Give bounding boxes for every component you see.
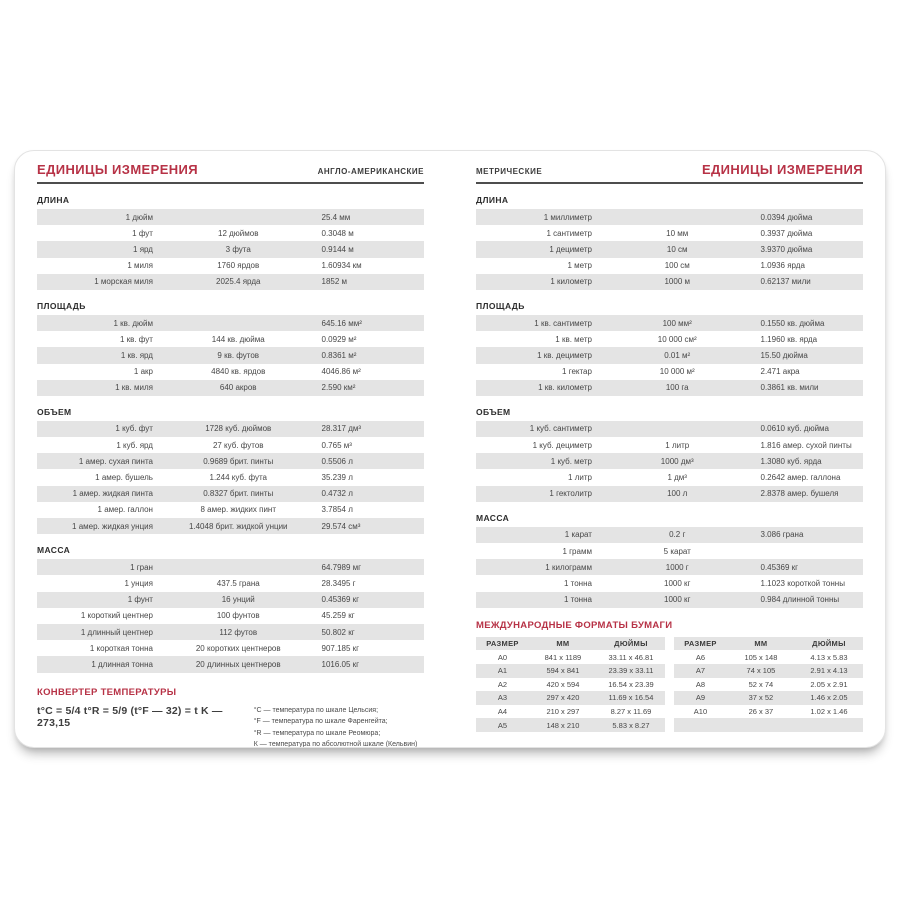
cell-unit: 1 амер. жидкая унция: [72, 521, 153, 531]
table-row: [476, 364, 863, 380]
temperature-formula: t°C = 5/4 t°R = 5/9 (t°F — 32) = t K — 273,15: [37, 704, 223, 729]
table-row: [476, 469, 863, 485]
cell-unit: 1 кв. ярд: [120, 350, 153, 360]
cell-equivalent: 20 коротких центнеров: [195, 643, 281, 653]
paper-cell-mm: 841 x 1189: [544, 652, 582, 662]
cell-equivalent: 10 мм: [666, 228, 689, 238]
paper-column-header: ММ: [754, 639, 768, 649]
cell-equivalent: 0.2 г: [669, 530, 686, 540]
table-row: [37, 225, 424, 241]
page-subtitle: АНГЛО-АМЕРИКАНСКИЕ: [317, 167, 424, 176]
cell-unit: 1 куб. дециметр: [532, 440, 592, 450]
cell-equivalent: 10 000 см²: [657, 334, 697, 344]
cell-unit: 1 амер. жидкая пинта: [72, 489, 153, 499]
page-subtitle: МЕТРИЧЕСКИЕ: [476, 167, 543, 176]
cell-unit: 1 фут: [132, 228, 153, 238]
paper-cell-inches: 11.69 x 16.54: [608, 693, 654, 703]
cell-unit: 1 амер. сухая пинта: [78, 456, 153, 466]
paper-cell-size: A9: [695, 693, 706, 703]
cell-equivalent: 100 см: [664, 261, 690, 271]
cell-unit: 1 длинный центнер: [80, 627, 153, 637]
table-row: [37, 453, 424, 469]
cell-value: 35.239 л: [321, 473, 353, 483]
table-row: [37, 575, 424, 591]
cell-unit: 1 кв. дюйм: [113, 318, 153, 328]
paper-table-row: [476, 678, 665, 692]
cell-value: 0.2642 амер. галлона: [760, 473, 841, 483]
paper-table-row: [476, 691, 665, 705]
paper-cell-inches: 1.46 x 2.05: [810, 693, 848, 703]
cell-value: 0.5506 л: [321, 456, 353, 466]
unit-section: [37, 545, 424, 672]
page-title: ЕДИНИЦЫ ИЗМЕРЕНИЯ: [37, 162, 199, 177]
cell-unit: 1 кв. сантиметр: [534, 318, 592, 328]
cell-unit: 1 акр: [133, 367, 153, 377]
paper-cell-size: A0: [497, 652, 508, 662]
paper-cell-size: A3: [497, 693, 508, 703]
cell-equivalent: 4840 кв. ярдов: [211, 367, 266, 377]
cell-equivalent: 100 л: [667, 489, 688, 499]
paper-table-row: [674, 664, 863, 678]
paper-cell-size: A4: [497, 707, 508, 717]
unit-sections-right: [476, 195, 863, 608]
table-row: [37, 656, 424, 672]
paper-header-row: [674, 637, 863, 651]
table-row: [37, 364, 424, 380]
cell-value: 28.3495 г: [321, 578, 356, 588]
cell-equivalent: 5 карат: [663, 546, 691, 556]
cell-value: 0.1550 кв. дюйма: [760, 318, 825, 328]
cell-value: 0.8361 м²: [321, 350, 357, 360]
table-row: [37, 502, 424, 518]
paper-cell-inches: 33.11 x 46.81: [608, 652, 654, 662]
table-row: [476, 527, 863, 543]
cell-unit: 1 миля: [127, 261, 153, 271]
section-heading: ДЛИНА: [37, 195, 70, 205]
unit-section: [476, 513, 863, 608]
paper-formats: [476, 620, 863, 732]
cell-unit: 1 километр: [550, 277, 592, 287]
cell-value: 0.984 длинной тонны: [760, 595, 840, 605]
table-row: [476, 380, 863, 396]
paper-table-row: [476, 664, 665, 678]
cell-equivalent: 100 фунтов: [216, 611, 260, 621]
paper-table-row: [674, 718, 863, 732]
cell-value: 1852 м: [321, 277, 348, 287]
cell-value: 645.16 мм²: [321, 318, 362, 328]
cell-value: 1.816 амер. сухой пинты: [760, 440, 852, 450]
cell-equivalent: 1 дм³: [667, 473, 687, 483]
cell-unit: 1 миллиметр: [543, 212, 592, 222]
book-spread: [14, 150, 886, 748]
cell-value: 3.7854 л: [321, 505, 353, 515]
cell-equivalent: 1760 ярдов: [217, 261, 260, 271]
cell-value: 15.50 дюйма: [760, 350, 808, 360]
cell-value: 3.9370 дюйма: [760, 244, 813, 254]
cell-value: 0.0929 м²: [321, 334, 357, 344]
temperature-note: °C — температура по шкале Цельсия;: [253, 706, 379, 714]
paper-table-a: [476, 637, 665, 732]
paper-cell-mm: 105 x 148: [744, 652, 778, 662]
temperature-notes: [254, 705, 424, 749]
cell-unit: 1 тонна: [563, 595, 592, 605]
cell-unit: 1 тонна: [563, 578, 592, 588]
cell-value: 29.574 см³: [321, 521, 361, 531]
table-row: [37, 624, 424, 640]
paper-table-row: [674, 705, 863, 719]
paper-column-header: РАЗМЕР: [486, 639, 519, 649]
section-heading: ОБЪЕМ: [476, 406, 511, 417]
cell-unit: 1 кв. дециметр: [537, 350, 592, 360]
paper-column-header: РАЗМЕР: [684, 639, 717, 649]
cell-unit: 1 гран: [130, 562, 153, 572]
table-row: [37, 559, 424, 575]
section-heading: ПЛОЩАДЬ: [476, 300, 525, 311]
cell-unit: 1 дюйм: [125, 212, 153, 222]
cell-unit: 1 куб. фут: [115, 424, 153, 434]
cell-equivalent: 16 унций: [221, 595, 255, 605]
paper-cell-mm: 26 x 37: [748, 707, 774, 717]
paper-tables: [476, 637, 863, 732]
cell-equivalent: 0.01 м²: [664, 350, 691, 360]
cell-equivalent: 100 мм²: [662, 318, 692, 328]
cell-value: 0.0610 куб. дюйма: [760, 424, 829, 434]
cell-equivalent: 1.4048 брит. жидкой унции: [188, 521, 288, 531]
table-row: [476, 225, 863, 241]
table-row: [37, 469, 424, 485]
cell-unit: 1 кв. километр: [538, 383, 592, 393]
table-row: [37, 592, 424, 608]
table-row: [476, 331, 863, 347]
cell-unit: 1 метр: [567, 261, 592, 271]
paper-column-header: ММ: [556, 639, 570, 649]
paper-column-header: ДЮЙМЫ: [614, 639, 648, 649]
cell-equivalent: 112 футов: [219, 627, 258, 637]
paper-cell-size: A7: [695, 666, 706, 676]
paper-cell-mm: 594 x 841: [546, 666, 580, 676]
table-row: [37, 421, 424, 437]
cell-value: 1.0936 ярда: [760, 261, 805, 271]
cell-equivalent: 27 куб. футов: [212, 440, 264, 450]
cell-equivalent: 640 акров: [219, 383, 257, 393]
cell-value: 0.3937 дюйма: [760, 228, 813, 238]
cell-unit: 1 фунт: [127, 595, 153, 605]
cell-value: 0.9144 м: [321, 244, 354, 254]
cell-equivalent: 1 литр: [665, 440, 690, 450]
paper-header-row: [476, 637, 665, 651]
cell-unit: 1 куб. метр: [550, 456, 592, 466]
paper-formats-heading: МЕЖДУНАРОДНЫЕ ФОРМАТЫ БУМАГИ: [476, 619, 673, 631]
cell-equivalent: 144 кв. дюйма: [211, 334, 265, 344]
section-heading: ОБЪЕМ: [37, 406, 72, 417]
paper-table-row: [674, 650, 863, 664]
paper-column-header: ДЮЙМЫ: [812, 639, 846, 649]
cell-equivalent: 10 000 м²: [659, 367, 695, 377]
table-row: [37, 486, 424, 502]
cell-unit: 1 гектар: [562, 367, 592, 377]
table-row: [476, 209, 863, 225]
paper-cell-size: A8: [695, 679, 706, 689]
cell-unit: 1 кв. метр: [555, 334, 592, 344]
paper-cell-mm: 37 x 52: [748, 693, 774, 703]
cell-unit: 1 морская миля: [94, 277, 153, 287]
cell-unit: 1 куб. сантиметр: [529, 424, 592, 434]
paper-cell-inches: 2.05 x 2.91: [810, 679, 848, 689]
cell-unit: 1 куб. ярд: [116, 440, 153, 450]
cell-equivalent: 437.5 грана: [216, 578, 260, 588]
cell-value: 0.0394 дюйма: [760, 212, 813, 222]
table-row: [476, 437, 863, 453]
cell-equivalent: 3 фута: [225, 244, 251, 254]
cell-equivalent: 20 длинных центнеров: [195, 659, 281, 669]
unit-section: [37, 195, 424, 290]
paper-cell-mm: 74 x 105: [746, 666, 776, 676]
cell-unit: 1 короткая тонна: [89, 643, 153, 653]
unit-section: [476, 195, 863, 290]
cell-equivalent: 8 амер. жидких пинт: [200, 505, 276, 515]
cell-equivalent: 1000 дм³: [660, 456, 694, 466]
table-row: [37, 437, 424, 453]
paper-cell-size: A6: [695, 652, 706, 662]
cell-value: 2.8378 амер. бушеля: [760, 489, 839, 499]
page-left: [15, 151, 450, 747]
table-row: [476, 274, 863, 290]
temperature-note: °F — температура по шкале Фаренгейта;: [253, 718, 388, 725]
cell-value: 0.3048 м: [321, 228, 354, 238]
temperature-heading: КОНВЕРТЕР ТЕМПЕРАТУРЫ: [37, 686, 177, 698]
cell-equivalent: 0.9689 брит. пинты: [203, 456, 274, 466]
section-heading: ДЛИНА: [476, 195, 509, 205]
table-row: [476, 421, 863, 437]
page-header-right: [476, 160, 863, 184]
paper-cell-size: A1: [497, 666, 508, 676]
table-row: [37, 380, 424, 396]
cell-unit: 1 амер. галлон: [97, 505, 153, 515]
table-row: [37, 608, 424, 624]
cell-unit: 1 килограмм: [545, 562, 592, 572]
table-row: [476, 559, 863, 575]
cell-value: 0.62137 мили: [760, 277, 811, 287]
cell-value: 1.1960 кв. ярда: [760, 334, 818, 344]
table-row: [476, 592, 863, 608]
paper-cell-mm: 210 x 297: [546, 707, 580, 717]
cell-value: 50.802 кг: [321, 627, 355, 637]
cell-unit: 1 унция: [124, 578, 153, 588]
table-row: [37, 331, 424, 347]
cell-unit: 1 длинная тонна: [91, 659, 153, 669]
cell-equivalent: 2025.4 ярда: [216, 277, 261, 287]
cell-value: 1.3080 куб. ярда: [760, 456, 822, 466]
cell-value: 907.185 кг: [321, 643, 360, 653]
paper-cell-inches: 2.91 x 4.13: [810, 666, 848, 676]
unit-sections-left: [37, 195, 424, 673]
paper-cell-mm: 148 x 210: [546, 720, 580, 730]
cell-equivalent: 10 см: [666, 244, 688, 254]
cell-value: 28.317 дм³: [321, 424, 362, 434]
cell-equivalent: 1000 г: [665, 562, 689, 572]
table-row: [37, 241, 424, 257]
paper-cell-inches: 23.39 x 33.11: [608, 666, 654, 676]
paper-table-row: [476, 705, 665, 719]
cell-unit: 1 литр: [568, 473, 592, 483]
paper-table-row: [674, 678, 863, 692]
cell-unit: 1 грамм: [562, 546, 592, 556]
temperature-note: К — температура по абсолютной шкале (Кельвин): [253, 741, 418, 748]
temperature-note: °R — температура по шкале Реомюра;: [253, 729, 381, 737]
paper-cell-mm: 297 x 420: [546, 693, 580, 703]
table-row: [37, 640, 424, 656]
table-row: [37, 315, 424, 331]
cell-equivalent: 12 дюймов: [218, 228, 259, 238]
section-heading: МАССА: [37, 545, 71, 556]
cell-value: 0.4732 л: [321, 489, 353, 499]
table-row: [476, 258, 863, 274]
cell-value: 2.590 км²: [321, 383, 356, 393]
table-row: [37, 209, 424, 225]
table-row: [476, 486, 863, 502]
table-row: [476, 347, 863, 363]
table-row: [37, 518, 424, 534]
table-row: [37, 274, 424, 290]
page-header-left: [37, 160, 424, 184]
paper-cell-size: A10: [693, 707, 708, 717]
cell-value: 64.7989 мг: [321, 562, 362, 572]
paper-cell-inches: 4.13 x 5.83: [810, 652, 848, 662]
cell-value: 0.765 м³: [321, 440, 352, 450]
paper-table-row: [674, 691, 863, 705]
unit-section: [37, 301, 424, 396]
paper-cell-inches: 8.27 x 11.69: [610, 707, 652, 717]
section-heading: ПЛОЩАДЬ: [37, 300, 86, 311]
cell-value: 1.1023 короткой тонны: [760, 578, 845, 588]
unit-section: [476, 301, 863, 396]
table-row: [476, 453, 863, 469]
paper-cell-size: A5: [497, 720, 508, 730]
cell-equivalent: 1728 куб. дюймов: [205, 424, 272, 434]
cell-unit: 1 гектолитр: [549, 489, 592, 499]
table-row: [476, 241, 863, 257]
cell-equivalent: 1000 кг: [664, 595, 691, 605]
table-row: [476, 543, 863, 559]
paper-cell-mm: 420 x 594: [546, 679, 580, 689]
table-row: [476, 315, 863, 331]
cell-value: 0.45369 кг: [321, 595, 360, 605]
paper-cell-inches: 5.83 x 8.27: [612, 720, 650, 730]
cell-equivalent: 9 кв. футов: [217, 350, 260, 360]
paper-table-row: [476, 718, 665, 732]
unit-section: [37, 407, 424, 534]
cell-value: 4046.86 м²: [321, 367, 361, 377]
cell-value: 1016.05 кг: [321, 659, 360, 669]
paper-cell-size: A2: [497, 679, 508, 689]
cell-unit: 1 кв. фут: [119, 334, 153, 344]
unit-section: [476, 407, 863, 502]
section-heading: МАССА: [476, 512, 510, 523]
cell-unit: 1 амер. бушель: [95, 473, 153, 483]
cell-value: 45.259 кг: [321, 611, 355, 621]
table-row: [37, 347, 424, 363]
table-row: [476, 575, 863, 591]
temperature-converter: [37, 687, 424, 749]
paper-table-row: [476, 650, 665, 664]
paper-table-b: [674, 637, 863, 732]
cell-unit: 1 короткий центнер: [80, 611, 153, 621]
cell-unit: 1 карат: [564, 530, 592, 540]
cell-equivalent: 1000 м: [664, 277, 690, 287]
table-row: [37, 258, 424, 274]
cell-value: 2.471 акра: [760, 367, 800, 377]
cell-unit: 1 дециметр: [549, 244, 592, 254]
cell-equivalent: 1.244 куб. фута: [209, 473, 267, 483]
cell-value: 0.45369 кг: [760, 562, 799, 572]
cell-equivalent: 100 га: [665, 383, 689, 393]
cell-value: 1.60934 км: [321, 261, 362, 271]
cell-unit: 1 ярд: [133, 244, 153, 254]
cell-value: 25.4 мм: [321, 212, 351, 222]
paper-cell-mm: 52 x 74: [748, 679, 774, 689]
page-right: [450, 151, 885, 747]
paper-cell-inches: 16.54 x 23.39: [608, 679, 654, 689]
cell-value: 0.3861 кв. мили: [760, 383, 819, 393]
cell-value: 3.086 грана: [760, 530, 804, 540]
cell-equivalent: 0.8327 брит. пинты: [203, 489, 274, 499]
cell-unit: 1 сантиметр: [546, 228, 592, 238]
temperature-content: [37, 705, 424, 749]
cell-equivalent: 1000 кг: [664, 578, 691, 588]
page-title: ЕДИНИЦЫ ИЗМЕРЕНИЯ: [701, 162, 863, 177]
cell-unit: 1 кв. миля: [115, 383, 153, 393]
paper-cell-inches: 1.02 x 1.46: [810, 707, 848, 717]
